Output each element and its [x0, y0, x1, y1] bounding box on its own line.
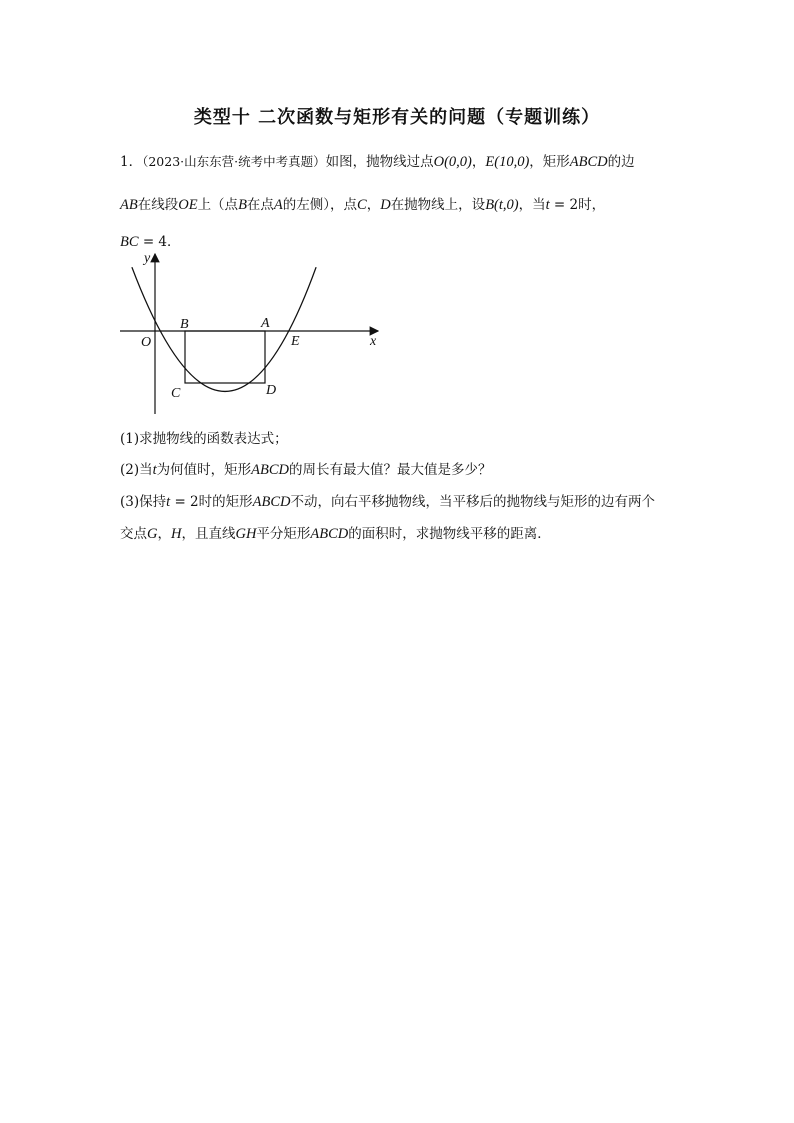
text: ，矩形 — [529, 154, 570, 170]
math-G: G — [147, 526, 158, 542]
text: (1)求抛物线的函数表达式； — [120, 431, 288, 447]
math-t: t — [152, 462, 157, 478]
text: 的左侧），点 — [282, 197, 358, 213]
problem-line-1 — [120, 150, 635, 171]
math-OE: OE — [178, 197, 198, 213]
question-2 — [120, 458, 492, 479]
math-ABCD: ABCD — [569, 154, 608, 170]
parabola-curve — [132, 267, 316, 391]
text: 的周长有最大值？最大值是多少？ — [289, 462, 492, 478]
question-3-cont — [120, 522, 551, 543]
problem-number: 1． — [120, 154, 143, 170]
problem-source: （2023·山东东营·统考中考真题） — [142, 154, 326, 169]
question-1 — [120, 427, 288, 447]
text: 在抛物线上，设 — [390, 197, 486, 213]
text: ， — [366, 197, 381, 213]
parabola-figure — [110, 248, 390, 420]
text: 如图，抛物线过点 — [325, 154, 434, 170]
text: ，当 — [518, 197, 546, 213]
page-title: 类型十 二次函数与矩形有关的问题（专题训练） — [193, 107, 601, 128]
math-O-args: (0,0) — [444, 154, 472, 170]
math-A: A — [273, 197, 283, 213]
text: (2)当 — [120, 462, 153, 478]
text: = 2时， — [549, 197, 606, 213]
label-B: B — [180, 317, 189, 332]
problem-line-2 — [120, 193, 605, 214]
text: 的边 — [607, 154, 635, 170]
text: 平分矩形 — [256, 526, 311, 542]
text: ， — [157, 526, 171, 542]
rectangle-ABCD — [185, 331, 265, 383]
math-t: t — [545, 197, 550, 213]
math-B: B — [238, 197, 247, 213]
math-B-t: B(t,0) — [485, 197, 519, 213]
math-C: C — [357, 197, 367, 213]
question-3 — [120, 490, 655, 511]
label-C: C — [171, 386, 181, 401]
label-y: y — [144, 251, 151, 266]
math-ABCD: ABCD — [310, 526, 349, 542]
math-AB: AB — [120, 197, 138, 213]
text: 为何值时，矩形 — [156, 462, 252, 478]
text: 不动，向右平移抛物线，当平移后的抛物线与矩形的边有两个 — [290, 494, 655, 510]
math-H: H — [170, 526, 182, 542]
text: (3)保持 — [120, 494, 167, 510]
math-O: O — [433, 154, 445, 170]
text: = 4． — [138, 234, 181, 250]
math-E-args: (10,0) — [494, 154, 530, 170]
text: ， — [471, 154, 486, 170]
text: 的面积时，求抛物线平移的距离． — [348, 526, 551, 542]
text: 上（点 — [197, 197, 239, 213]
math-t: t — [166, 494, 171, 510]
text: 在点 — [246, 197, 274, 213]
label-O: O — [141, 335, 152, 350]
text: 在线段 — [137, 197, 179, 213]
math-ABCD: ABCD — [251, 462, 290, 478]
math-BC: BC — [120, 234, 139, 250]
math-GH: GH — [235, 526, 257, 542]
text: = 2时的矩形 — [170, 494, 253, 510]
text: 交点 — [120, 526, 147, 542]
label-D: D — [266, 383, 277, 398]
text: ，且直线 — [181, 526, 236, 542]
label-A: A — [261, 316, 270, 331]
math-ABCD: ABCD — [252, 494, 291, 510]
label-x: x — [370, 334, 377, 349]
math-D: D — [380, 197, 391, 213]
math-E: E — [485, 154, 495, 170]
label-E: E — [291, 334, 300, 349]
